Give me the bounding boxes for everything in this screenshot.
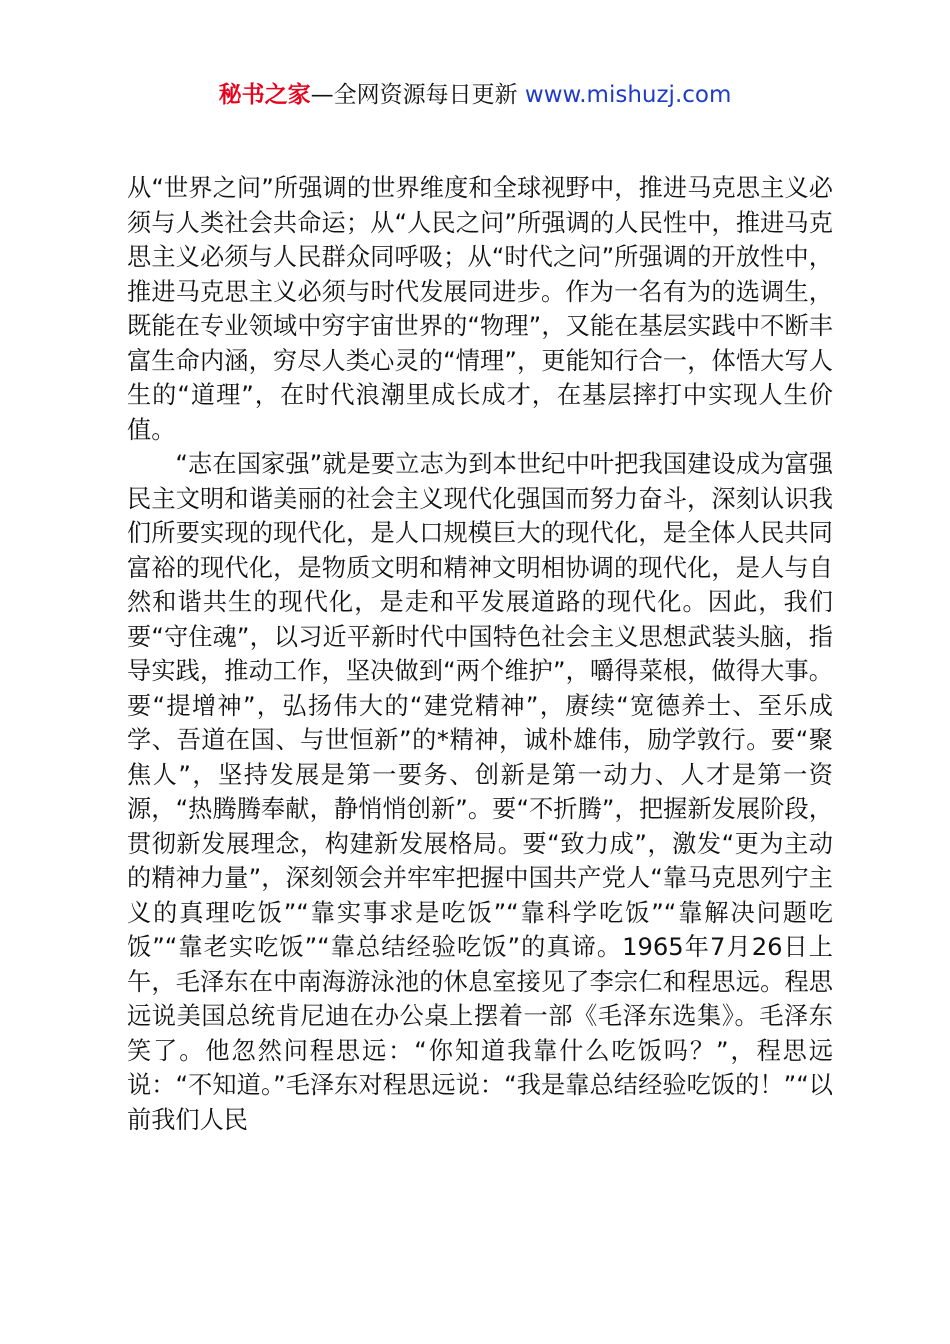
- website-link[interactable]: www.mishuzj.com: [524, 82, 732, 108]
- paragraph: 从“世界之问”所强调的世界维度和全球视野中，推进马克思主义必须与人类社会共命运；从“人民之问”所强调的人民性中，推进马克思主义必须与人民群众同呼吸；从“时代之问”所强调的开放性中，推进马克思主义必须与时代发展同进步。作为一名有为的选调生，既能在专业领域中穷宇宙世界的“物理”，又能在基层实践中不断丰富生命内涵，穷尽人类心灵的“情理”，更能知行合一，体悟大写人生的“道理”，在时代浪潮里成长成才，在基层摔打中实现人生价值。: [127, 174, 833, 444]
- paragraph: “志在国家强”就是要立志为到本世纪中叶把我国建设成为富强民主文明和谐美丽的社会主义现代化强国而努力奋斗，深刻认识我们所要实现的现代化，是人口规模巨大的现代化，是全体人民共同富裕的现代化，是物质文明和精神文明相协调的现代化，是人与自然和谐共生的现代化，是走和平发展道路的现代化。因此，我们要“守住魂”，以习近平新时代中国特色社会主义思想武装头脑，指导实践，推动工作，坚决做到“两个维护”，嚼得菜根，做得大事。要“提增神”，弘扬伟大的“建党精神”，赓续“宽德养士、至乐成学、吾道在国、与世恒新”的*精神，诚朴雄伟，励学敦行。要“聚焦人”，坚持发展是第一要务、创新是第一动力、人才是第一资源，“热腾腾奉献，静悄悄创新”。要“不折腾”，把握新发展阶段，贯彻新发展理念，构建新发展格局。要“致力成”，激发“更为主动的精神力量”，深刻领会并牢牢把握中国共产党人“靠马克思列宁主义的真理吃饭”“靠实事求是吃饭”“靠科学吃饭”“靠解决问题吃饭”“靠老实吃饭”“靠总结经验吃饭”的真谛。1965年7月26日上午，毛泽东在中南海游泳池的休息室接见了李宗仁和程思远。程思远说美国总统肯尼迪在办公桌上摆着一部《毛泽东选集》。毛泽东笑了。他忽然问程思远：“你知道我靠什么吃饭吗？”，程思远说：“不知道。”毛泽东对程思远说：“我是靠总结经验吃饭的！”“以前我们人民: [127, 450, 833, 1134]
- header-slogan: —全网资源每日更新: [310, 82, 525, 108]
- brand-name: 秘书之家: [218, 82, 311, 108]
- page-header: [0, 78, 950, 112]
- document-body: [127, 171, 833, 1137]
